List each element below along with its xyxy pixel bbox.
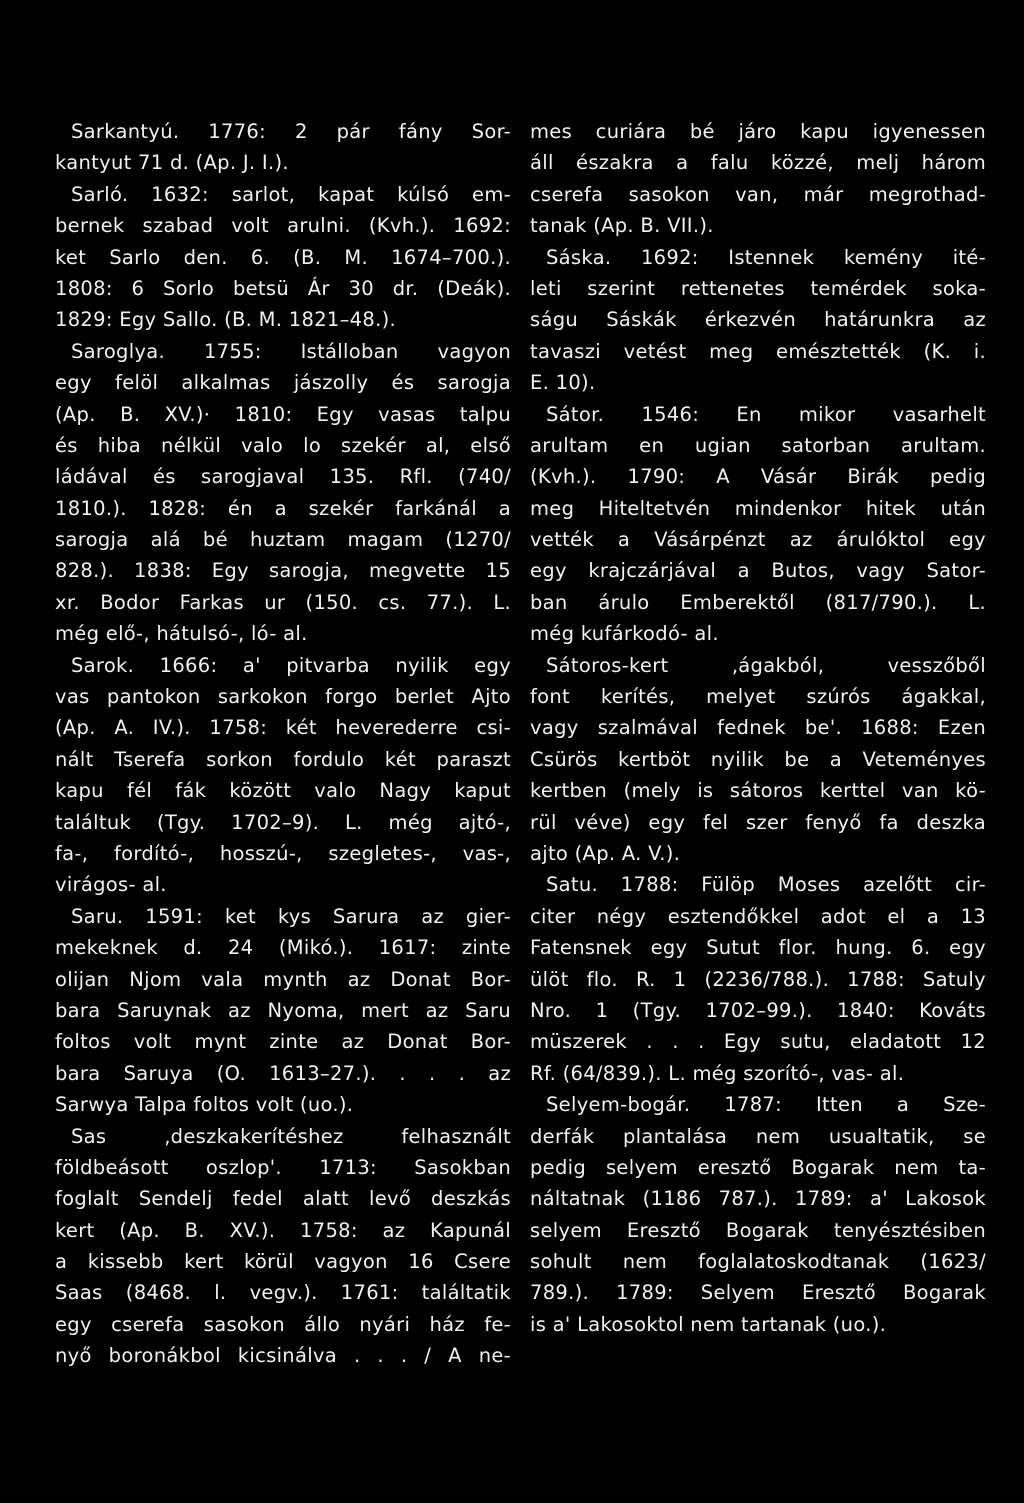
text-line: Nro. 1 (Tgy. 1702–99.). 1840: Kováts [530,998,986,1022]
text-line: kantyut 71 d. (Ap. J. I.). [55,151,289,175]
right-column [530,116,986,1340]
text-line: 789.). 1789: Selyem Eresztő Bogarak [530,1281,986,1305]
text-line: ládával és sarogjaval 135. Rfl. (740/ [55,465,511,489]
text-line: egy felöl alkalmas jászolly és sarogja [55,371,511,395]
text-line: müszerek . . . Egy sutu, eladatott 12 [530,1030,986,1054]
text-line: Selyem-bogár. 1787: Itten a Sze- [546,1093,986,1117]
text-line: meg Hiteltetvén mindenkor hitek után [530,496,986,520]
text-line: derfák plantalása nem usualtatik, se [530,1124,986,1148]
text-line: bernek szabad volt arulni. (Kvh.). 1692: [55,214,511,238]
text-line: Sarló. 1632: sarlot, kapat kúlsó em- [71,182,511,206]
text-line: tanak (Ap. B. VII.). [530,214,714,238]
text-line: Sas ‚deszkakerítéshez felhasznált [71,1124,511,1148]
text-line: kertben (mely is sátoros kerttel van kö- [530,779,986,803]
text-line: nyő boronákbol kicsinálva . . . / A ne- [55,1344,511,1368]
text-line: E. 10). [530,371,596,395]
text-line: font kerítés, melyet szúrós ágakkal, [530,685,986,709]
text-line: foglalt Sendelj fedel alatt levő deszkás [55,1187,511,1211]
text-line: bara Saruya (O. 1613–27.). . . . az [55,1061,511,1085]
text-line: ban árulo Emberektől (817/790.). L. [530,590,986,614]
text-line: (Ap. B. XV.)· 1810: Egy vasas talpu [55,402,511,426]
text-line: cserefa sasokon van, már megrothad- [530,182,986,206]
text-line: Fatensnek egy Sutut flor. hung. 6. egy [530,936,986,960]
text-line: Csürös kertböt nyilik be a Veteményes [530,747,986,771]
text-line: citer négy esztendőkkel adot el a 13 [530,904,986,928]
text-line: vették a Vásárpénzt az árulóktol egy [530,528,986,552]
text-line: olijan Njom vala mynth az Donat Bor- [55,967,511,991]
text-line: is a' Lakosoktol nem tartanak (uo.). [530,1312,887,1336]
text-line: Saas (8468. l. vegv.). 1761: találtatik [55,1281,511,1305]
text-line: leti szerint rettenetes temérdek soka- [530,276,986,300]
text-line: 1808: 6 Sorlo betsü Ár 30 dr. (Deák). [55,276,511,300]
text-line: földbeásott oszlop'. 1713: Sasokban [55,1155,511,1179]
text-line: Saroglya. 1755: Istálloban vagyon [71,339,511,363]
text-line: áll északra a falu közzé, melj három [530,151,986,175]
text-line: 828.). 1838: Egy sarogja, megvette 15 [55,559,511,583]
text-line: egy krajczárjával a Butos, vagy Sator- [530,559,986,583]
text-line: Sarok. 1666: a' pitvarba nyilik egy [71,653,511,677]
text-line: Saru. 1591: ket kys Sarura az gier- [71,904,511,928]
text-line: 1829: Egy Sallo. (B. M. 1821–48.). [55,308,396,332]
text-line: 1810.). 1828: én a szekér farkánál a [55,496,511,520]
text-line: Satu. 1788: Fülöp Moses azelőtt cir- [546,873,986,897]
text-line: vas pantokon sarkokon forgo berlet Ajto [55,685,511,709]
text-line: Sátoros-kert ‚ágakból, vesszőből [546,653,986,677]
text-line: fa-, fordító-, hosszú-, szegletes-, vas-, [55,841,511,865]
text-line: bara Saruynak az Nyoma, mert az Saru [55,998,511,1022]
text-line: Sarwya Talpa foltos volt (uo.). [55,1093,354,1117]
text-line: a kissebb kert körül vagyon 16 Csere [55,1250,511,1274]
text-line: arultam en ugian satorban arultam. [530,433,986,457]
text-line: egy cserefa sasokon állo nyári ház fe- [55,1312,511,1336]
text-line: selyem Eresztő Bogarak tenyésztésiben [530,1218,986,1242]
text-line: virágos- al. [55,873,167,897]
text-line: xr. Bodor Farkas ur (150. cs. 77.). L. [55,590,511,614]
text-line: náltatnak (1186 787.). 1789: a' Lakosok [530,1187,986,1211]
text-line: sohult nem foglalatoskodtanak (1623/ [530,1250,986,1274]
text-line: Sátor. 1546: En mikor vasarhelt [546,402,986,426]
text-line: és hiba nélkül valo lo szekér al, első [55,433,511,457]
text-line: Sarkantyú. 1776: 2 pár fány Sor- [71,120,511,143]
text-line: sarogja alá bé huztam magam (1270/ [55,528,511,552]
text-line: Sáska. 1692: Istennek kemény ité- [546,245,986,269]
text-line: rül véve) egy fel szer fenyő fa deszka [530,810,986,834]
text-line: vagy szalmával fednek be'. 1688: Ezen [530,716,986,740]
text-line: kapu fél fák között valo Nagy kaput [55,779,511,803]
text-line: ülöt flo. R. 1 (2236/788.). 1788: Satuly [530,967,986,991]
text-line: pedig selyem eresztő Bogarak nem ta- [530,1155,986,1179]
text-line: ságu Sáskák érkezvén határunkra az [530,308,986,332]
text-line: (Kvh.). 1790: A Vásár Birák pedig [530,465,986,489]
text-line: ajto (Ap. A. V.). [530,841,681,865]
text-line: nált Tserefa sorkon fordulo két paraszt [55,747,511,771]
text-line: tavaszi vetést meg emésztették (K. i. [530,339,986,363]
text-line: ket Sarlo den. 6. (B. M. 1674–700.). [55,245,511,269]
text-line: mes curiára bé járo kapu igyenessen [530,120,986,143]
text-line: még kufárkodó- al. [530,622,719,646]
text-line: találtuk (Tgy. 1702–9). L. még ajtó-, [55,810,511,834]
text-line: még elő-, hátulsó-, ló- al. [55,622,308,646]
text-line: kert (Ap. B. XV.). 1758: az Kapunál [55,1218,511,1242]
text-line: mekeknek d. 24 (Mikó.). 1617: zinte [55,936,511,960]
text-line: Rf. (64/839.). L. még szorító-, vas- al. [530,1061,905,1085]
text-line: foltos volt mynt zinte az Donat Bor- [55,1030,511,1054]
text-line: (Ap. A. IV.). 1758: két heverederre csi- [55,716,511,740]
left-column [55,116,511,1372]
